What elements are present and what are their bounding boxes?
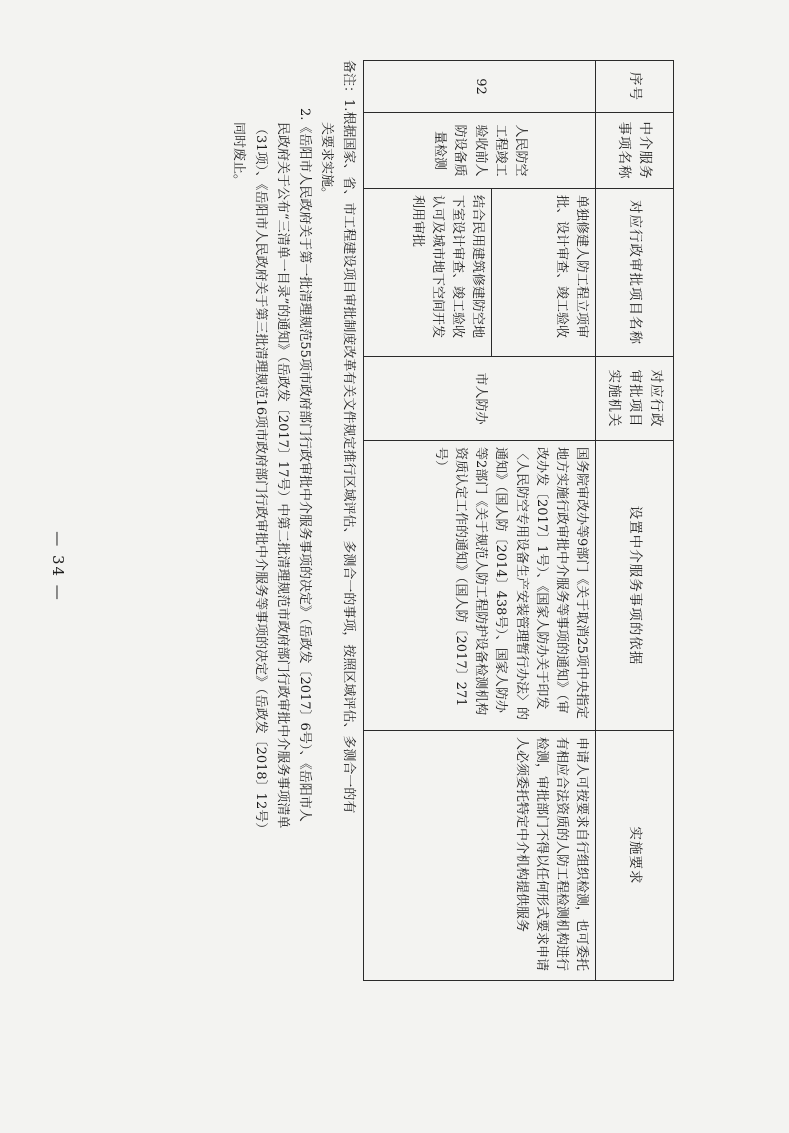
cell-service-name: 人民防空工程竣工验收前人防设备质量检测 bbox=[364, 113, 596, 189]
header-requirement: 实施要求 bbox=[596, 731, 674, 981]
intermediary-service-table bbox=[363, 60, 674, 981]
header-agency: 对应行政审批项目实施机关 bbox=[596, 357, 674, 441]
remarks-label: 备注： bbox=[341, 60, 356, 100]
remark-note-1: 备注：1.根据国家、省、市工程建设项目审批制度改革有关文件规定推行区域评估、多测合一的事项，按照区域评估、多测合一的有 bbox=[341, 60, 356, 814]
header-basis: 设置中介服务事项的依据 bbox=[596, 441, 674, 731]
remark-note-1-cont: 关要求实施。 bbox=[318, 122, 334, 201]
cell-basis: 国务院审改办等9部门《关于取消25项中央指定地方实施行政审批中介服务等事项的通知》（审改办发〔2017〕1号）、《国家人防办关于印发〈人民防空专用设备生产安装管理暂行办法〉的通知》（国人防〔2014〕438号）、国家人防办等2部门《关于规范人防工程防护设备检测机构资质认定工作的通知》（国人防〔2017〕271号） bbox=[364, 441, 596, 731]
remarks bbox=[226, 60, 359, 990]
page-number: — 34 — bbox=[49, 531, 67, 602]
cell-agency: 市人防办 bbox=[364, 357, 596, 441]
cell-admin-item-2: 结合民用建筑修建防空地下室设计审查、竣工验收认可及城市地下空间开发利用审批 bbox=[364, 189, 492, 357]
header-service-name: 中介服务事项名称 bbox=[596, 113, 674, 189]
remark-note-2-cont: 民政府关于公布“三清单一目录”的通知》（岳政发〔2017〕17号）中第二批清理规范市政府部门行政审批中介服务事项清单 bbox=[274, 122, 290, 829]
header-seq: 序号 bbox=[596, 61, 674, 113]
table-header-row bbox=[596, 61, 674, 981]
cell-requirement: 申请人可按要求自行组织检测，也可委托有相应合法资质的人防工程检测机构进行检测，审批部门不得以任何形式要求申请人必须委托特定中介机构提供服务 bbox=[364, 731, 596, 981]
cell-admin-item-1: 单独修建人防工程立项审批、设计审查、竣工验收 bbox=[492, 189, 596, 357]
table-row bbox=[492, 61, 596, 981]
remark-note-2-cont: 同时废止。 bbox=[230, 122, 246, 188]
remark-note-2-cont: （31项）、《岳阳市人民政府关于第三批清理规范16项市政府部门行政审批中介服务等事项的决定》（岳政发〔2018〕12号） bbox=[252, 122, 268, 836]
cell-seq: 92 bbox=[364, 61, 596, 113]
header-admin-item: 对应行政审批项目名称 bbox=[596, 189, 674, 357]
remark-note-2: 2.《岳阳市人民政府关于第一批清理规范55项市政府部门行政审批中介服务事项的决定》（岳政发〔2017〕6号）、《岳阳市人 bbox=[296, 108, 312, 822]
